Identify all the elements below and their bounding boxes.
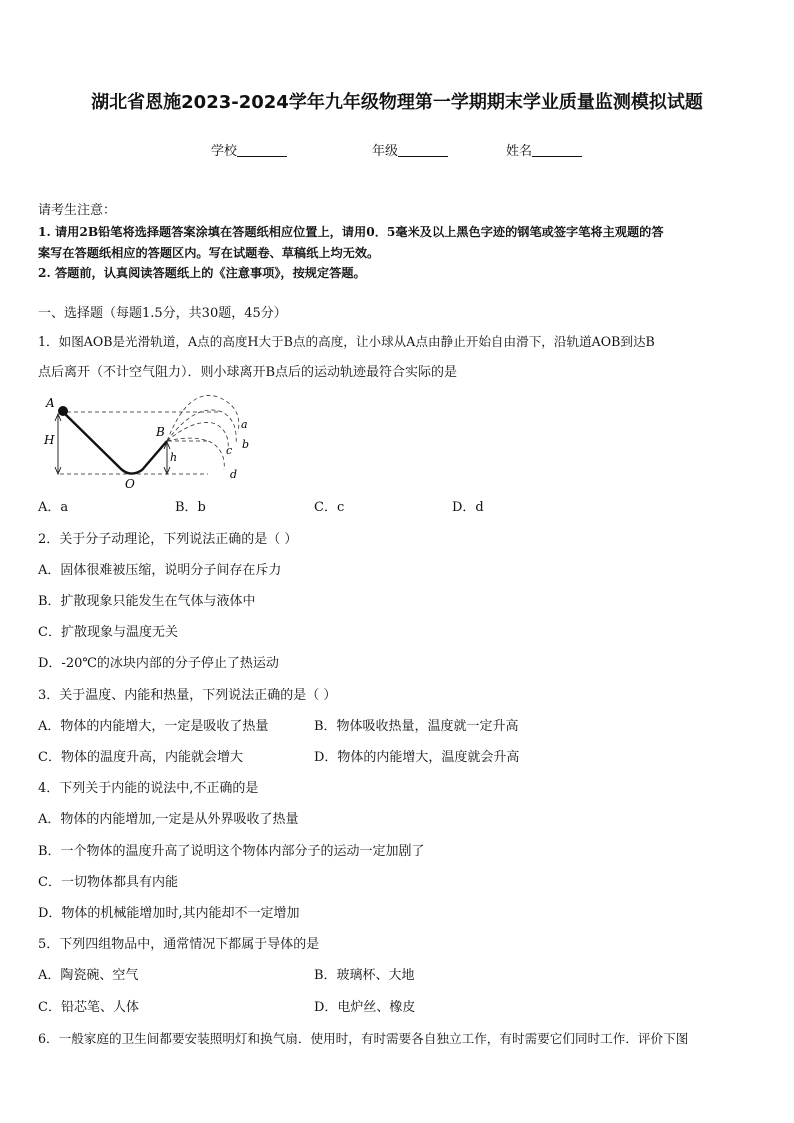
q6-stem: 6．一般家庭的卫生间都要安装照明灯和换气扇．使用时，有时需要各自独立工作，有时需要它们同时工作．评价下图 [38,1031,689,1046]
section-heading: 一、选择题（每题1.5分，共30题，45分） [38,306,287,321]
q4-option-b[interactable]: B．一个物体的温度升高了说明这个物体内部分子的运动一定加剧了 [38,844,425,859]
q5-option-c[interactable]: C．铅芯笔、人体 [38,1000,139,1015]
q1-trajectory-a [167,395,239,441]
q5-option-d[interactable]: D．电炉丝、橡皮 [314,1000,416,1015]
q5-stem: 5．下列四组物品中，通常情况下都属于导体的是 [38,937,320,952]
grade-label: 年级 [372,144,399,159]
notice-heading: 请考生注意： [38,203,117,218]
q1-option-d[interactable]: D．d [452,500,484,515]
q1-figure [38,392,258,492]
name-field [506,140,582,159]
q1-option-a[interactable]: A．a [38,500,69,515]
q2-option-c[interactable]: C．扩散现象与温度无关 [38,625,178,640]
q4-stem: 4．下列关于内能的说法中,不正确的是 [38,781,259,796]
q1-stem-b: 点后离开（不计空气阻力）．则小球离开B点后的运动轨迹最符合实际的是 [38,365,458,380]
q1-label-A: A [46,396,55,410]
page-title: 湖北省恩施2023-2024学年九年级物理第一学期期末学业质量监测模拟试题 [91,92,703,113]
q4-option-a[interactable]: A．物体的内能增加,一定是从外界吸收了热量 [38,812,299,827]
q1-label-B: B [156,425,165,439]
q1-label-O: O [125,477,135,491]
notice-line-1a: 1. 请用2B铅笔将选择题答案涂填在答题纸相应位置上，请用0．5毫米及以上黑色字迹的钢笔或签字笔将主观题的答 [38,225,664,239]
q2-option-b[interactable]: B．扩散现象只能发生在气体与液体中 [38,594,256,609]
school-label: 学校 [211,144,238,159]
q1-label-h: h [170,451,178,464]
name-blank[interactable] [532,144,582,157]
q1-track [63,412,167,474]
name-label: 姓名 [506,144,533,159]
q3-option-a[interactable]: A．物体的内能增大，一定是吸收了热量 [38,719,269,734]
q1-option-b[interactable]: B．b [175,500,206,515]
q1-label-a: a [241,418,248,431]
grade-field [372,140,448,159]
q3-option-c[interactable]: C．物体的温度升高，内能就会增大 [38,750,243,765]
q2-option-d[interactable]: D．-20℃的冰块内部的分子停止了热运动 [38,656,279,671]
school-field [211,140,287,159]
notice-line-1b: 案写在答题纸相应的答题区内。写在试题卷、草稿纸上均无效。 [38,246,380,260]
q1-trajectory-c [167,422,228,450]
q2-option-a[interactable]: A．固体很难被压缩，说明分子间存在斥力 [38,563,282,578]
q5-option-b[interactable]: B．玻璃杯、大地 [314,968,415,983]
q5-option-a[interactable]: A．陶瓷碗、空气 [38,968,139,983]
q3-option-d[interactable]: D．物体的内能增大，温度就会升高 [314,750,520,765]
q1-label-H: H [44,433,55,447]
q1-stem-a: 1．如图AOB是光滑轨道，A点的高度H大于B点的高度，让小球从A点由静止开始自由滑下，沿轨道AOB到达B [38,334,655,349]
q4-option-c[interactable]: C．一切物体都具有内能 [38,875,178,890]
q4-option-d[interactable]: D．物体的机械能增加时,其内能却不一定增加 [38,906,300,921]
q1-label-b: b [242,438,250,451]
q1-option-c[interactable]: C．c [314,500,345,515]
q3-stem: 3．关于温度、内能和热量，下列说法正确的是（ ） [38,688,337,703]
q1-ball [58,406,68,416]
q3-option-b[interactable]: B．物体吸收热量，温度就一定升高 [314,719,519,734]
notice-line-2: 2. 答题前，认真阅读答题纸上的《注意事项》，按规定答题。 [38,266,366,280]
q1-label-d: d [230,468,238,481]
q2-stem: 2．关于分子动理论，下列说法正确的是（ ） [38,532,298,547]
q1-label-c: c [226,444,233,457]
school-blank[interactable] [237,144,287,157]
grade-blank[interactable] [398,144,448,157]
